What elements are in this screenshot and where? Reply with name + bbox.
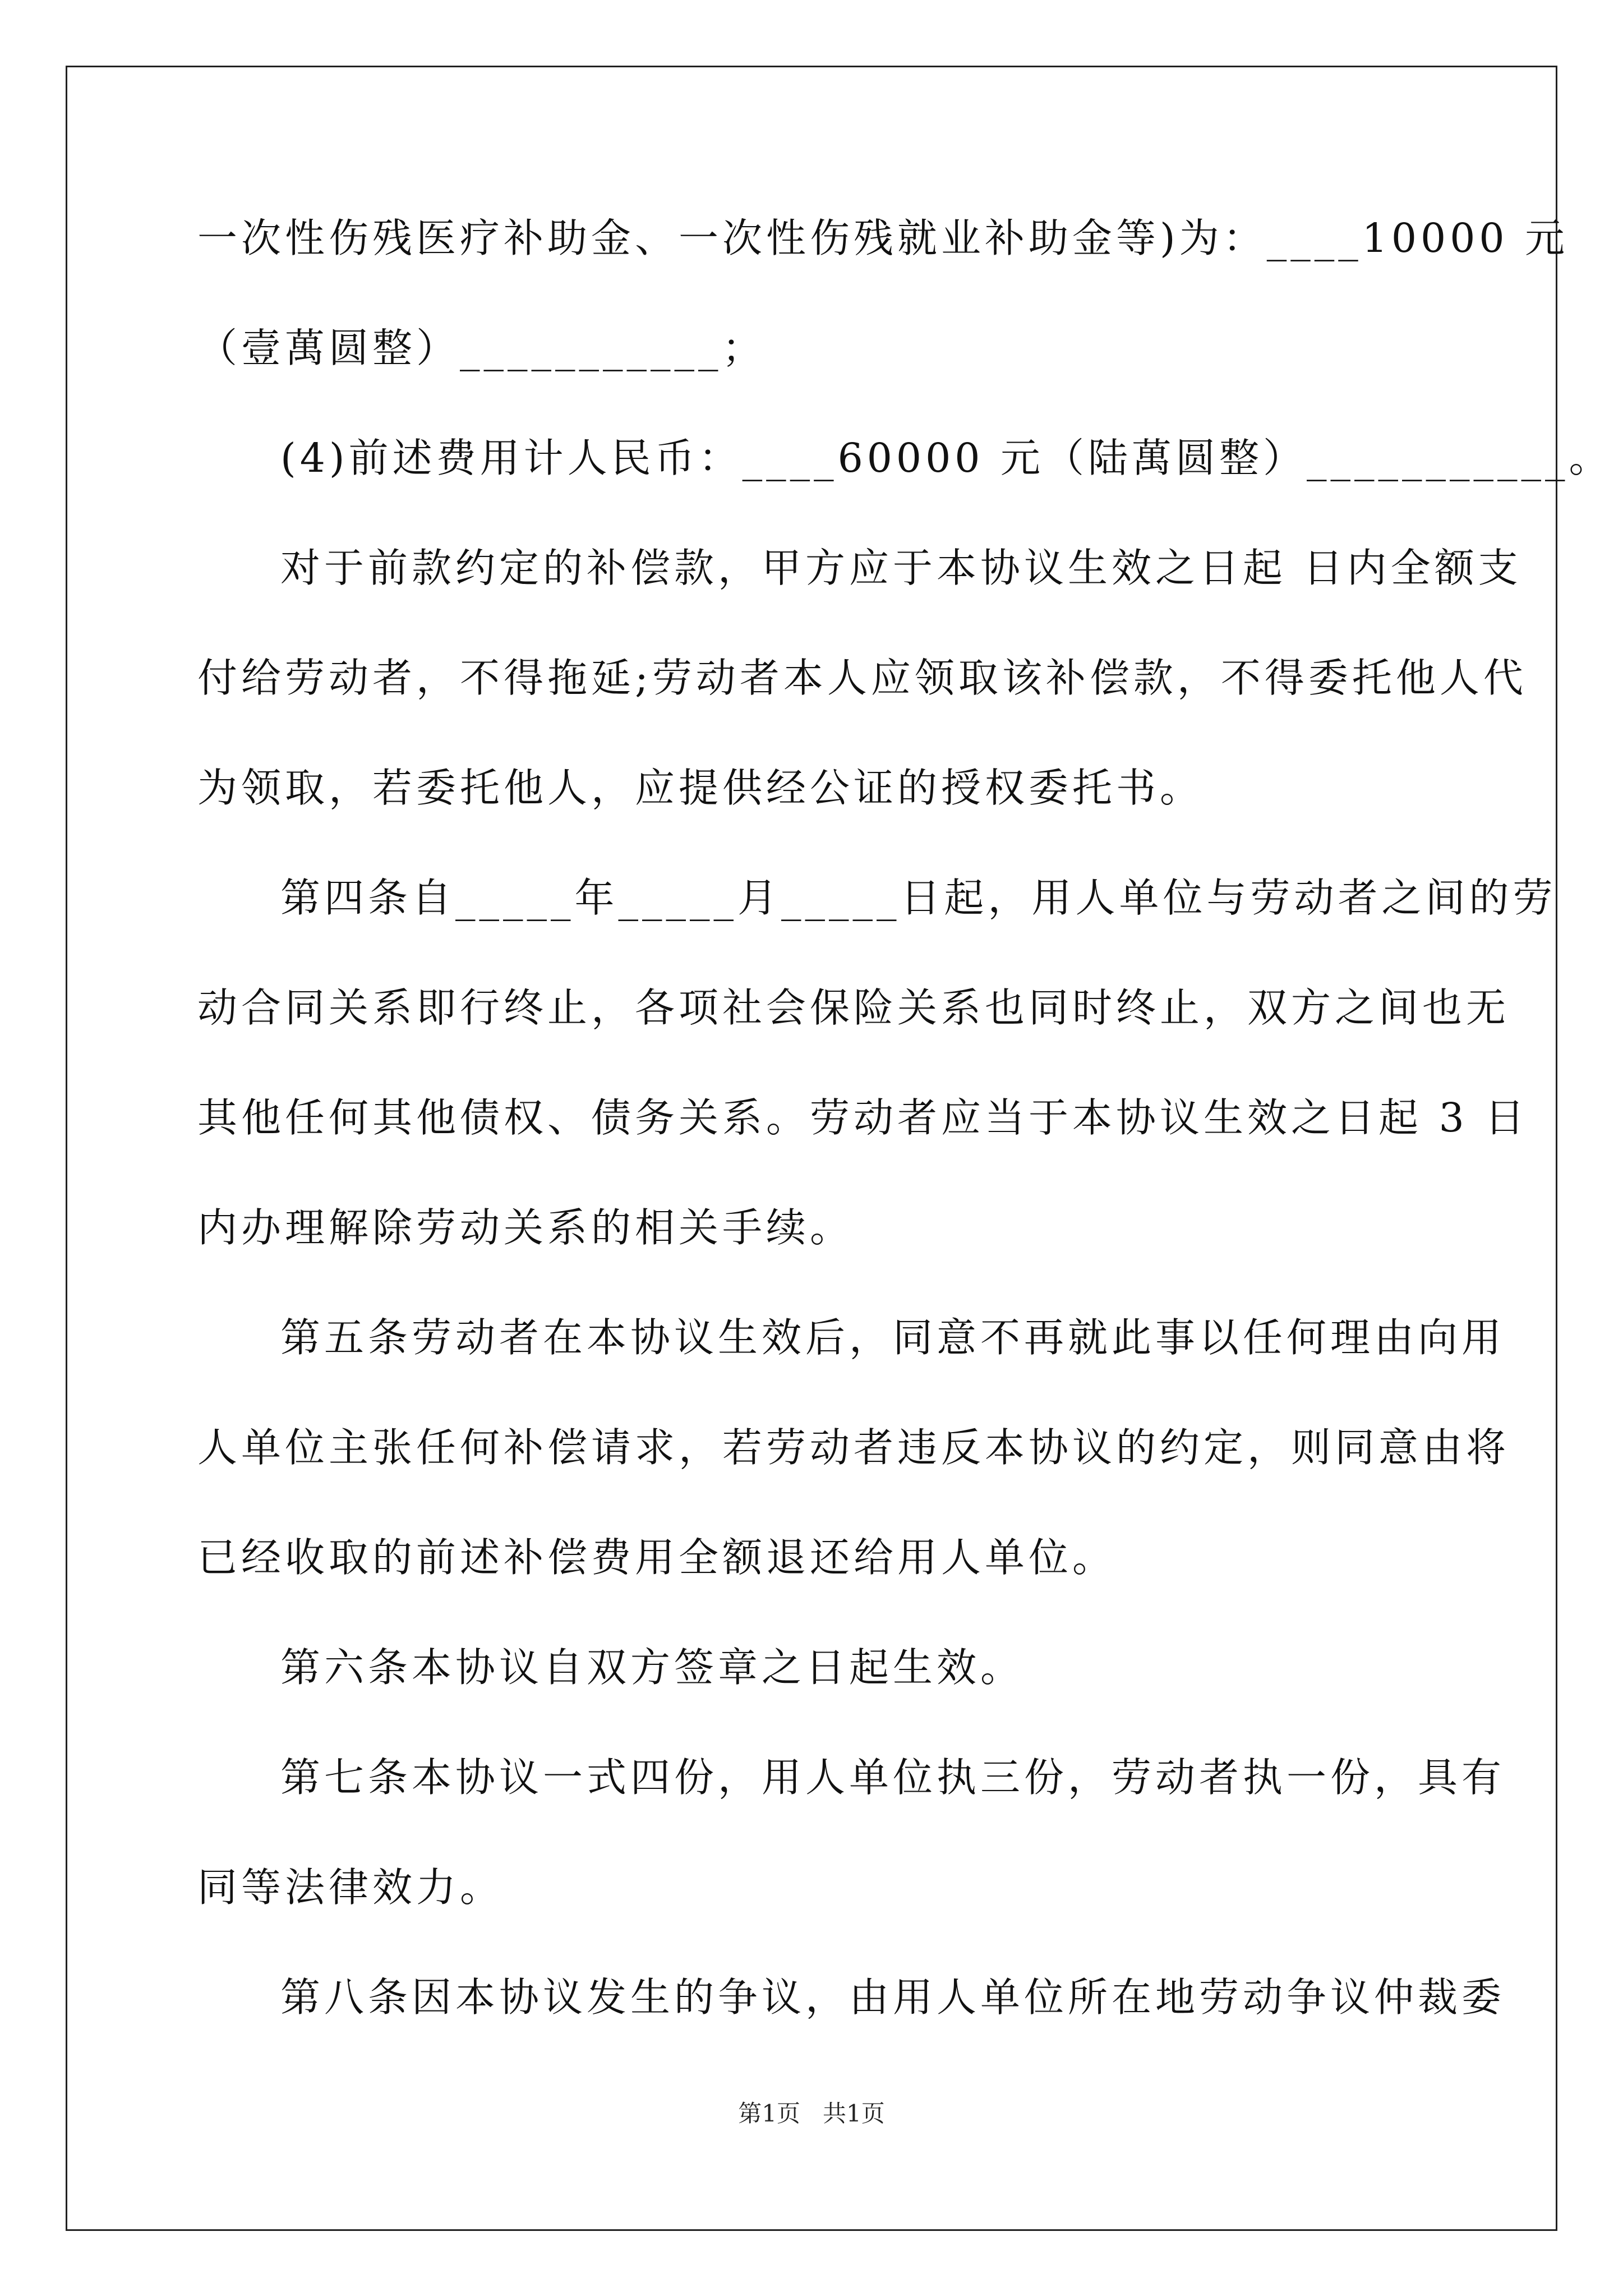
text-line: 已经收取的前述补偿费用全额退还给用人单位。 [197, 1534, 1117, 1581]
document-body [197, 208, 1613, 2077]
text-line: 第八条因本协议发生的争议，由用人单位所在地劳动争议仲裁委 [280, 1974, 1506, 2021]
text-line: 为领取，若委托他人，应提供经公证的授权委托书。 [197, 765, 1204, 811]
text-line: 其他任何其他债权、债务关系。劳动者应当于本协议生效之日起 3 日 [197, 1094, 1529, 1141]
text-line: 第四条自_____年_____月_____日起，用人单位与劳动者之间的劳 [280, 875, 1557, 921]
text-line: 第六条本协议自双方签章之日起生效。 [280, 1644, 1025, 1691]
text-line: 第五条劳动者在本协议生效后，同意不再就此事以任何理由向用 [280, 1314, 1506, 1361]
text-line: 一次性伤残医疗补助金、一次性伤残就业补助金等)为：____10000 元 [197, 215, 1569, 261]
text-line: 第七条本协议一式四份，用人单位执三份，劳动者执一份，具有 [280, 1754, 1506, 1801]
text-line: 对于前款约定的补偿款，甲方应于本协议生效之日起 日内全额支 [280, 545, 1522, 591]
text-line: (4)前述费用计人民币：____60000 元（陆萬圆整）___________。 [280, 435, 1613, 481]
page-number-footer: 第1页 共1页 [738, 2100, 885, 2127]
text-line: （壹萬圆整）___________； [197, 325, 766, 371]
text-line: 内办理解除劳动关系的相关手续。 [197, 1204, 854, 1251]
text-line: 人单位主张任何补偿请求，若劳动者违反本协议的约定，则同意由将 [197, 1424, 1510, 1471]
text-line: 付给劳动者，不得拖延;劳动者本人应领取该补偿款，不得委托他人代 [197, 655, 1527, 701]
text-line: 同等法律效力。 [197, 1864, 504, 1911]
text-line: 动合同关系即行终止，各项社会保险关系也同时终止，双方之间也无 [197, 984, 1510, 1031]
